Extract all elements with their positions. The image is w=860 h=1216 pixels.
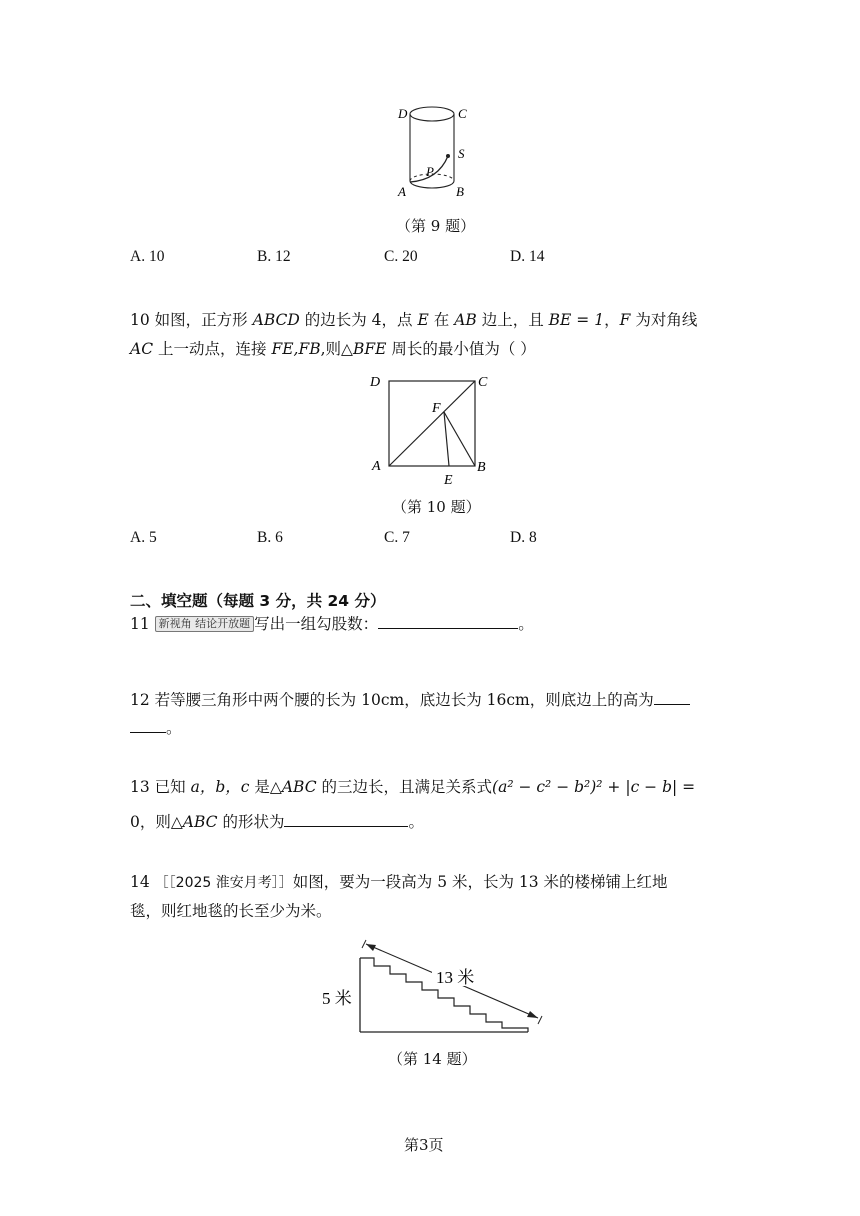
q14-line-2: 毯，则红地毯的长至少为米。 [130, 902, 332, 920]
q13-formula: (a² − c² − b²)² + |c − b| = [492, 778, 696, 796]
q10-square-figure [364, 368, 498, 490]
q14-label-height: 5 米 [322, 989, 352, 1008]
q12-line-1: 12 若等腰三角形中两个腰的长为 10cm，底边长为 16cm，则底边上的高为 [130, 688, 690, 711]
q9-label-D: D [398, 106, 408, 121]
q11-tag: 新视角 结论开放题 [155, 616, 255, 632]
q13-line-2: 0，则△ABC 的形状为 。 [130, 810, 424, 833]
q12-answer-blank-1[interactable] [654, 688, 690, 705]
q9-option-c[interactable]: C. 20 [384, 248, 418, 265]
q10-option-b[interactable]: B. 6 [257, 529, 283, 546]
q12-number: 12 [130, 691, 150, 709]
page-number: 第3页 [404, 1136, 444, 1154]
q10-label-A: A [372, 459, 381, 474]
q9-label-C: C [458, 106, 467, 121]
q12-line-2: 。 [130, 716, 182, 739]
q9-label-A: A [398, 184, 406, 199]
q14-line-1: 14 ［［2025 淮安月考］］如图，要为一段高为 5 米，长为 13 米的楼梯铺上红地 [130, 873, 668, 891]
q10-caption: （第 10 题） [392, 498, 481, 516]
q9-label-P: P [426, 164, 434, 179]
q11-line: 11 新视角 结论开放题 写出一组勾股数： 。 [130, 612, 534, 635]
q13-answer-blank[interactable] [284, 810, 408, 827]
q9-label-B: B [456, 184, 464, 199]
q14-number: 14 [130, 873, 150, 891]
q10-label-F: F [432, 401, 441, 416]
q10-option-d[interactable]: D. 8 [510, 529, 537, 546]
q10-line-2: AC 上一动点，连接 FE,FB,则△BFE 周长的最小值为（ ） [130, 340, 536, 358]
q9-caption: （第 9 题） [396, 217, 476, 235]
q9-option-a[interactable]: A. 10 [130, 248, 165, 265]
q14-label-length: 13 米 [436, 968, 475, 987]
q9-label-S: S [458, 146, 465, 161]
q9-option-d[interactable]: D. 14 [510, 248, 545, 265]
section-2-title: 二、填空题（每题 3 分，共 24 分） [130, 592, 386, 610]
q14-stairs-figure [316, 936, 546, 1046]
q10-label-E: E [444, 473, 453, 488]
q10-number: 10 [130, 311, 150, 329]
q10-label-C: C [478, 375, 488, 390]
q13-line-1: 13 已知 a，b，c 是△ABC 的三边长，且满足关系式(a² − c² − b²)² + |c − b| = [130, 778, 696, 796]
q14-caption: （第 14 题） [388, 1050, 477, 1068]
q12-answer-blank-2[interactable] [130, 716, 166, 733]
q13-number: 13 [130, 778, 150, 796]
q9-option-b[interactable]: B. 12 [257, 248, 291, 265]
q10-line-1: 10 如图，正方形 ABCD 的边长为 4，点 E 在 AB 边上，且 BE = 1，F 为对角线 [130, 311, 698, 329]
q9-cylinder-figure [380, 96, 490, 206]
q10-option-c[interactable]: C. 7 [384, 529, 410, 546]
q11-answer-blank[interactable] [378, 612, 518, 629]
q10-label-D: D [370, 375, 381, 390]
q14-source: ［［2025 淮安月考］］ [154, 875, 293, 891]
q10-option-a[interactable]: A. 5 [130, 529, 157, 546]
q11-number: 11 [130, 615, 150, 633]
q10-label-B: B [477, 460, 486, 475]
